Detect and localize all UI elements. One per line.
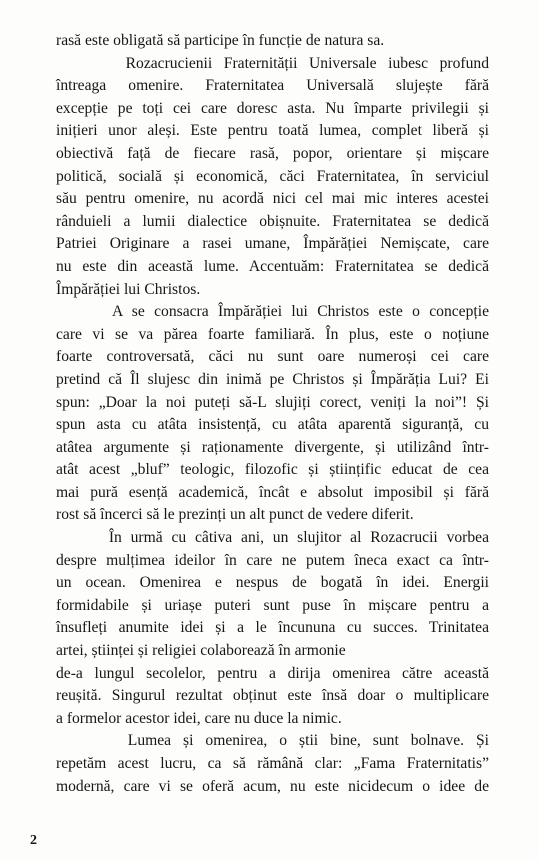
text-line: despre mulțimea ideilor în care ne putem îneca exact ca într- bbox=[56, 551, 489, 569]
text-line: În urmă cu câtiva ani, un slujitor al Rozacrucii vorbea bbox=[56, 529, 489, 547]
text-line: de-a lungul secolelor, pentru a dirija omenirea către această bbox=[56, 664, 489, 682]
text-line: rasă este obligată să participe în funcție de natura sa. bbox=[56, 32, 385, 49]
text-line: pretind că Îl slujesc din inimă pe Christos și Împărăția Lui? Ei bbox=[56, 370, 489, 388]
text-line: inițieri unor aleși. Este pentru toată lumea, complet liberă și bbox=[56, 122, 489, 140]
text-line: reușită. Singurul rezultat obținut este însă doar o multiplicare bbox=[56, 687, 489, 705]
text-line: foarte controversată, căci nu sunt oare numeroși cei care bbox=[56, 348, 489, 366]
text-line: însufleți anumite idei și a le încununa cu succes. Trinitatea bbox=[56, 619, 489, 637]
text-line: artei, științei și religiei colaborează în armonie bbox=[56, 642, 346, 660]
text-line: obiectivă față de fiecare rasă, popor, orientare și mișcare bbox=[56, 144, 489, 162]
text-line: spun: „Doar la noi puteți să-L slujiți corect, veniți la noi”! Și bbox=[56, 393, 489, 411]
text-line: formidabile și uriașe puteri sunt puse în mișcare pentru a bbox=[56, 596, 489, 614]
text-line: politică, socială și economică, căci Fraternitatea, în serviciul bbox=[56, 167, 489, 185]
text-line: atât acest „bluf” teologic, filozofic și științific educat de cea bbox=[56, 461, 489, 479]
text-line: spun asta cu atâta insistență, cu atâta aparentă siguranță, cu bbox=[56, 416, 489, 434]
text-line: care vi se va părea foarte familiară. În plus, este o noțiune bbox=[56, 325, 489, 343]
text-line: Împărăției lui Christos. bbox=[56, 280, 201, 298]
text-line: său pentru omenire, nu acordă nici cel mai mic interes acestei bbox=[56, 190, 489, 208]
text-line: mai pură esență academică, încât e absolut imposibil și fără bbox=[56, 483, 489, 501]
text-line: atâtea argumente și raționamente divergente, și utilizând într- bbox=[56, 438, 489, 456]
text-line: Lumea și omenirea, o știi bine, sunt bolnave. Și bbox=[56, 732, 489, 750]
text-line: întreaga omenire. Fraternitatea Universală slujește fără bbox=[56, 77, 489, 95]
text-line: repetăm acest lucru, ca să rămână clar: „Fama Fraternitatis” bbox=[56, 755, 489, 772]
text-line: Rozacrucienii Fraternității Universale iubesc profund bbox=[56, 54, 489, 72]
text-line: un ocean. Omenirea e nespus de bogată în idei. Energii bbox=[56, 574, 489, 592]
text-line: a formelor acestor idei, care nu duce la nimic. bbox=[56, 709, 342, 727]
text-line: rânduieli a lumii dialectice obișnuite. Fraternitatea se dedică bbox=[56, 212, 489, 230]
text-line: nu este din această lume. Accentuăm: Fraternitatea se dedică bbox=[56, 257, 489, 275]
text-line: rost să încerci să le prezinți un alt punct de vedere diferit. bbox=[56, 506, 414, 524]
text-line: excepție pe toți cei care doresc asta. Nu împarte privilegii și bbox=[56, 99, 489, 117]
text-line: Patriei Originare a rasei umane, Împărăției Nemișcate, care bbox=[56, 235, 489, 253]
page-number: 2 bbox=[30, 833, 37, 848]
text-line: A se consacra Împărăției lui Christos este o concepție bbox=[56, 303, 489, 321]
text-line: modernă, care vi se oferă acum, nu este nicidecum o idee de bbox=[56, 777, 489, 795]
body-text bbox=[56, 30, 489, 798]
